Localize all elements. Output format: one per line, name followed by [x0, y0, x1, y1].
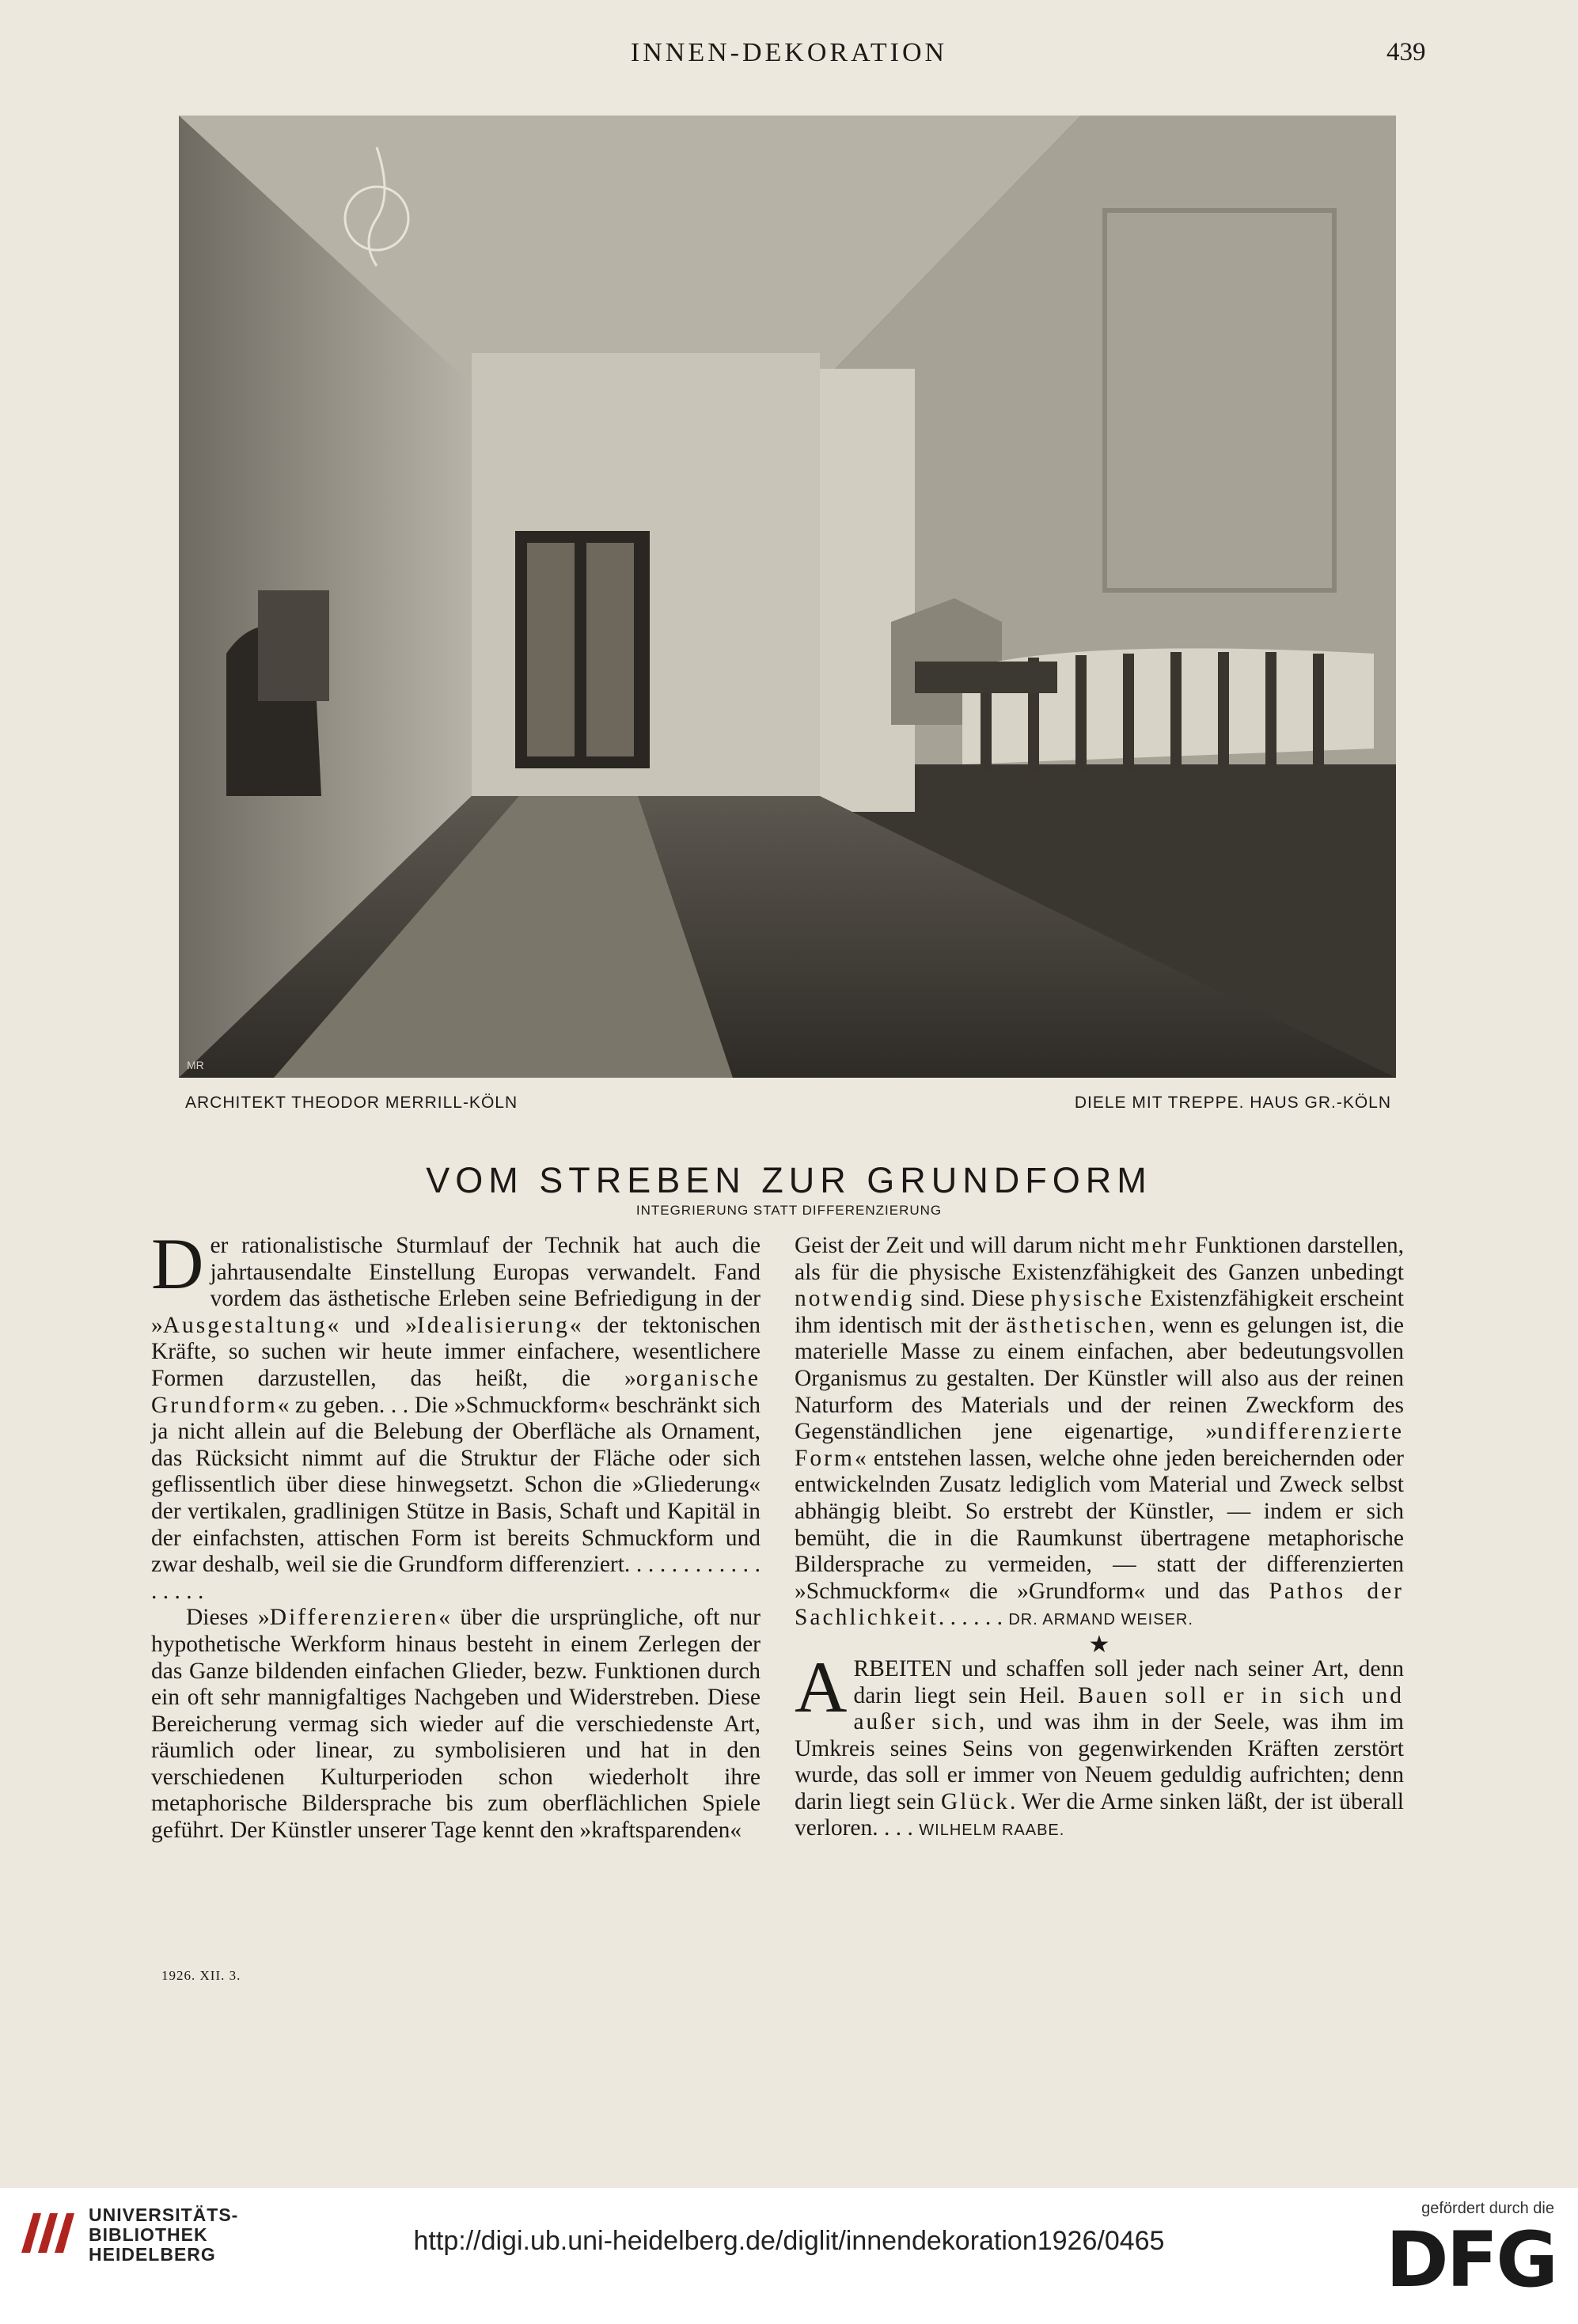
- drop-cap: A: [795, 1646, 848, 1727]
- paragraph: [795, 1646, 1404, 1844]
- paragraph: [795, 1233, 1404, 1634]
- quote-author: WILHELM RAABE.: [919, 1822, 1065, 1840]
- text-run: « der tektonischen Kräfte, so suchen wir heute immer einfachere, wesentlichere Formen darzustellen, das heißt, die »: [151, 1312, 761, 1391]
- author-signature: DR. ARMAND WEISER.: [1008, 1611, 1193, 1629]
- sponsor-tagline: gefördert durch die: [1421, 2200, 1554, 2217]
- text-run: sind. Diese: [914, 1286, 1031, 1312]
- text-run: er rationalistische Sturmlauf der Technik hat auch die jahrtausendalte Einstellung Europas verwandelt. Fand vordem das ästhetische Erleben seine Befriedigung in der »: [151, 1233, 761, 1338]
- star-separator: ★: [1088, 1631, 1110, 1658]
- text-run: Funktionen darstellen, als für die physische Existenzfähigkeit des Ganzen unbedingt: [795, 1233, 1404, 1285]
- spaced-text: Differenzieren: [269, 1605, 439, 1631]
- article-subtitle: INTEGRIERUNG STATT DIFFERENZIERUNG: [635, 1203, 943, 1218]
- spaced-text: organische Grundform: [151, 1365, 761, 1418]
- spaced-text: physische: [1030, 1286, 1144, 1312]
- spaced-text: Idealisierung: [416, 1312, 570, 1338]
- text-run: RBEITEN und schaffen soll jeder nach seiner Art, denn darin liegt sein Heil.: [853, 1655, 1404, 1708]
- spaced-text: notwendig: [795, 1286, 915, 1312]
- text-run: « entstehen lassen, welche ohne jeden bereichernden oder entwickelnden Zusatz lediglich vom Material und Zweck selbst abhängig bleibt. So erstrebt der Künstler, — indem er sich bemüht, die in die Raumkunst übertragene metaphorische Bildersprache zu vermeiden, — statt der differenzierten »Schmuckform« die »Grundform« und das: [795, 1445, 1404, 1604]
- dfg-logo: DFG: [1385, 2216, 1556, 2304]
- text-run: Geist der Zeit und will darum nicht: [795, 1233, 1132, 1258]
- text-run: « über die ursprüngliche, oft nur hypothetische Werkform hinaus besteht in einem Zerlegen der das Ganze bildenden einfachen Glieder, bezw. Funktionen durch ein oft sehr mannigfaltiges Nachgeben und Widerstreben. Diese Bereicherung vermag sich wieder auf die verschiedenste Art, räumlich oder linear, zu symbolisieren und hat in den verschiedenen Kulturperioden schon wiederholt ihre metaphorische Bildersprache bis zum oberflächlichen Spiele geführt. Der Künstler unserer Tage kennt den »kraftsparenden«: [151, 1605, 761, 1844]
- text-run: , wenn es gelungen ist, die materielle Masse zu einem einfachen, aber bedeutungsvollen Organismus zu gestalten. Der Künstler will also aus der reinen Naturform des Materials und der reinen Zweckform des Gegenständlichen jene eigenartige, »: [795, 1312, 1404, 1445]
- hall-photo-drawing: [179, 116, 1396, 1078]
- text-run: Existenzfähigkeit erscheint ihm identisch mit der: [795, 1286, 1405, 1338]
- page-number: 439: [1386, 38, 1426, 66]
- left-column: [151, 1223, 761, 1844]
- caption-architect: ARCHITEKT THEODOR MERRILL-KÖLN: [185, 1094, 518, 1112]
- digital-copy-link[interactable]: http://digi.ub.uni-heidelberg.de/diglit/innendekoration1926/0465: [413, 2226, 1165, 2256]
- article-title: VOM STREBEN ZUR GRUNDFORM: [426, 1160, 1152, 1200]
- spaced-text: Pathos der Sachlichkeit: [795, 1578, 1405, 1631]
- interior-photograph: [179, 116, 1396, 1078]
- spaced-text: mehr: [1131, 1233, 1189, 1258]
- text-run: « zu geben. . . Die »Schmuckform« beschränkt sich ja nicht allein auf die Belebung der Oberfläche als Ornament, das Rücksicht nimmt auf die Struktur der Fläche oder sich geflissentlich über diese hinwegsetzt. Schon die »Gliederung« der vertikalen, gradlinigen Stütze in Basis, Schaft und Kapitäl in der einfachsten, attischen Form ist bereits Schmuckform und zwar deshalb, weil sie die Grundform differenziert. . . . . . . . . . . . . . . . .: [151, 1392, 761, 1604]
- right-column: [795, 1233, 1404, 1844]
- photo-monogram: MR: [187, 1059, 204, 1071]
- drop-cap: D: [151, 1223, 204, 1304]
- running-title: INNEN-DEKORATION: [630, 38, 948, 67]
- library-line: UNIVERSITÄTS-: [89, 2205, 239, 2225]
- spaced-text: Glück: [940, 1788, 1011, 1814]
- issue-note: 1926. XII. 3.: [161, 1968, 241, 1983]
- library-line: BIBLIOTHEK: [89, 2224, 208, 2245]
- spaced-text: undifferenzierte Form: [795, 1419, 1404, 1471]
- text-run: . . . . . .: [938, 1605, 1009, 1631]
- spaced-text: ästhetischen: [1006, 1312, 1149, 1338]
- paragraph: [151, 1223, 761, 1605]
- spaced-text: Ausgestaltung: [162, 1312, 328, 1338]
- text-run: Dieses »: [186, 1605, 270, 1631]
- caption-room: DIELE MIT TREPPE. HAUS GR.-KÖLN: [1074, 1094, 1391, 1112]
- spaced-text: Bauen soll er in sich und außer sich: [853, 1682, 1404, 1735]
- text-run: , und was ihm in der Seele, was ihm im Umkreis seines Seins von gegenwirkenden Kräften zerstört wurde, das soll er immer von Neuem geduldig aufrichten; denn darin liegt sein: [795, 1709, 1404, 1814]
- text-run: . Wer die Arme sinken läßt, der ist überall verloren. . . .: [795, 1788, 1404, 1841]
- paragraph: [151, 1605, 761, 1844]
- library-line: HEIDELBERG: [89, 2244, 216, 2265]
- text-run: « und »: [327, 1312, 417, 1338]
